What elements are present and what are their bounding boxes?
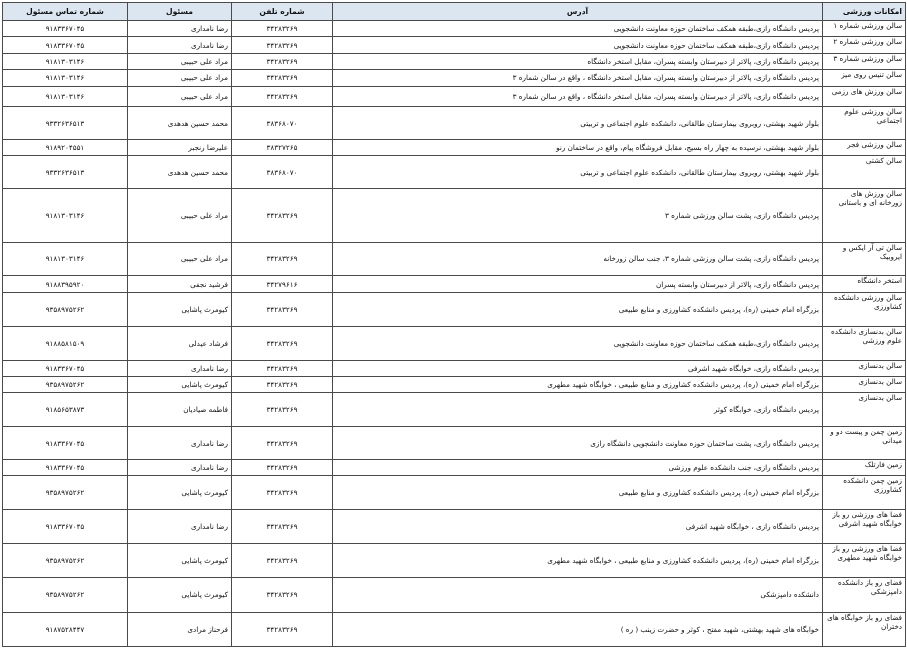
facility-cell: سالن تی آر ایکس و ایروبیک [823,242,906,276]
table-row [3,393,906,427]
manager-cell: کیومرث پاشایی [128,578,232,613]
manager-cell: رضا نامداری [128,427,232,460]
table-row [3,156,906,189]
address-cell: بلوار شهید بهشتی، روبروی بیمارستان طالقانی، دانشکده علوم اجتماعی و تربیتی [333,107,823,140]
facility-cell: زمین چمن و پیست دو و میدانی [823,427,906,460]
tel-cell: ۳۴۲۸۳۲۶۹ [232,242,333,276]
facility-cell: سالن ورزشی فجر [823,139,906,155]
tel-cell: ۳۴۲۸۳۲۶۹ [232,326,333,360]
address-cell: پردیس دانشگاه رازی، جنب دانشکده علوم ورزشی [333,460,823,476]
address-cell: بزرگراه امام خمینی (ره)، پردیس دانشکده کشاورزی و منابع طبیعی ، خوابگاه شهید مطهری [333,544,823,578]
facility-cell: فضا های ورزشی رو باز خوابگاه شهید اشرفی [823,510,906,544]
manager-cell: کیومرث پاشایی [128,292,232,326]
phone-cell: ۹۱۸۸۳۹۵۹۲۰ [3,276,128,292]
phone-cell: ۹۱۸۳۳۶۷۰۴۵ [3,427,128,460]
table-row [3,21,906,37]
address-cell: پردیس دانشگاه رازی، پالاتر از دبیرستان وابسته پسران [333,276,823,292]
manager-cell: فرشید نجفی [128,276,232,292]
facility-cell: سالن ورزشی شماره ۲ [823,37,906,53]
facility-cell: سالن ورزشی دانشکده کشاورزی [823,292,906,326]
table-row [3,510,906,544]
manager-cell: رضا نامداری [128,510,232,544]
tel-cell: ۳۴۲۸۳۲۶۹ [232,189,333,242]
table-row [3,612,906,646]
facility-cell: سالن ورزشی شماره ۱ [823,21,906,37]
phone-cell: ۹۳۳۲۶۳۶۵۱۳ [3,156,128,189]
phone-cell: ۹۱۸۱۳۰۳۱۴۶ [3,189,128,242]
facility-cell: سالن بدنسازی [823,393,906,427]
manager-cell: کیومرث پاشایی [128,544,232,578]
table-row [3,53,906,69]
table-row [3,107,906,140]
manager-cell: فرحناز مرادی [128,612,232,646]
table-row [3,460,906,476]
table-row [3,139,906,155]
phone-cell: ۹۱۸۹۲۰۴۵۵۱ [3,139,128,155]
header-row [3,3,906,21]
manager-cell: مراد علی حبیبی [128,86,232,107]
phone-cell: ۹۱۸۵۶۵۳۸۷۳ [3,393,128,427]
phone-cell: ۹۱۸۱۳۰۳۱۴۶ [3,86,128,107]
table-row [3,427,906,460]
header-facility: امکانات ورزشی [823,3,906,21]
facility-cell: فضای رو باز خوابگاه های دختران [823,612,906,646]
tel-cell: ۳۴۲۸۳۲۶۹ [232,578,333,613]
tel-cell: ۳۴۲۷۹۶۱۶ [232,276,333,292]
header-tel: شماره تلفن [232,3,333,21]
tel-cell: ۳۴۲۸۳۲۶۹ [232,292,333,326]
address-cell: پردیس دانشگاه رازی، پشت ساختمان حوزه معاونت دانشجویی دانشگاه رازی [333,427,823,460]
phone-cell: ۹۱۸۱۳۰۳۱۴۶ [3,53,128,69]
tel-cell: ۳۸۳۶۸۰۷۰ [232,156,333,189]
address-cell: پردیس دانشگاه رازی،طبقه همکف ساختمان حوزه معاونت دانشجویی [333,21,823,37]
address-cell: پردیس دانشگاه رازی، پشت سالن ورزشی شماره ۳، جنب سالن زورخانه [333,242,823,276]
table-row [3,242,906,276]
tel-cell: ۳۴۲۸۳۲۶۹ [232,612,333,646]
facility-cell: سالن بدنسازی دانشکده علوم ورزشی [823,326,906,360]
phone-cell: ۹۱۸۳۳۶۷۰۴۵ [3,460,128,476]
manager-cell: رضا نامداری [128,21,232,37]
table-row [3,360,906,376]
tel-cell: ۳۴۲۸۳۲۶۹ [232,544,333,578]
manager-cell: مراد علی حبیبی [128,242,232,276]
facility-cell: سالن کشتی [823,156,906,189]
address-cell: بلوار شهید بهشتی، روبروی بیمارستان طالقانی، دانشکده علوم اجتماعی و تربیتی [333,156,823,189]
table-row [3,37,906,53]
manager-cell: رضا نامداری [128,460,232,476]
manager-cell: محمد حسین هدهدی [128,107,232,140]
table-row [3,544,906,578]
manager-cell: فاطمه صیادیان [128,393,232,427]
tel-cell: ۳۴۲۸۳۲۶۹ [232,86,333,107]
header-phone: شماره تماس مسئول [3,3,128,21]
facility-cell: فضا های ورزشی رو باز خوابگاه شهید مطهری [823,544,906,578]
address-cell: خوابگاه های شهید بهشتی، شهید مفتح ، کوثر و حضرت زینب ( ره ) [333,612,823,646]
facility-cell: فضای رو باز دانشکده دامپزشکی [823,578,906,613]
address-cell: دانشکده دامپزشکی [333,578,823,613]
phone-cell: ۹۱۸۳۳۶۷۰۴۵ [3,360,128,376]
table-row [3,276,906,292]
facility-cell: سالن ورزش های رزمی [823,86,906,107]
manager-cell: مراد علی حبیبی [128,70,232,86]
phone-cell: ۹۱۸۳۳۶۷۰۴۵ [3,21,128,37]
address-cell: پردیس دانشگاه رازی، پشت سالن ورزشی شماره ۳ [333,189,823,242]
table-row [3,292,906,326]
tel-cell: ۳۴۲۸۳۲۶۹ [232,53,333,69]
phone-cell: ۹۱۸۱۳۰۳۱۴۶ [3,242,128,276]
phone-cell: ۹۳۵۸۹۷۵۲۶۲ [3,476,128,510]
address-cell: پردیس دانشگاه رازی،طبقه همکف ساختمان حوزه معاونت دانشجویی [333,326,823,360]
phone-cell: ۹۱۸۳۳۶۷۰۴۵ [3,510,128,544]
manager-cell: کیومرث پاشایی [128,476,232,510]
phone-cell: ۹۳۵۸۹۷۵۲۶۲ [3,544,128,578]
tel-cell: ۳۴۲۸۳۲۶۹ [232,21,333,37]
facility-cell: سالن بدنسازی [823,360,906,376]
phone-cell: ۹۳۵۸۹۷۵۲۶۲ [3,578,128,613]
phone-cell: ۹۳۳۲۶۳۶۵۱۳ [3,107,128,140]
manager-cell: رضا نامداری [128,360,232,376]
table-row [3,476,906,510]
tel-cell: ۳۸۳۶۸۰۷۰ [232,107,333,140]
phone-cell: ۹۱۸۳۳۶۷۰۴۵ [3,37,128,53]
phone-cell: ۹۳۵۸۹۷۵۲۶۲ [3,292,128,326]
manager-cell: رضا نامداری [128,37,232,53]
address-cell: بزرگراه امام خمینی (ره)، پردیس دانشکده کشاورزی و منابع طبیعی [333,476,823,510]
table-row [3,189,906,242]
tel-cell: ۳۴۲۸۳۲۶۹ [232,427,333,460]
sports-facilities-table [2,2,906,647]
tel-cell: ۳۸۳۲۷۲۶۵ [232,139,333,155]
facility-cell: استخر دانشگاه [823,276,906,292]
manager-cell: فرشاد عیدلی [128,326,232,360]
facility-cell: سالن ورزشی علوم اجتماعی [823,107,906,140]
manager-cell: مراد علی حبیبی [128,189,232,242]
facility-cell: زمین چمن دانشکده کشاورزی [823,476,906,510]
facility-cell: سالن بدنسازی [823,376,906,392]
address-cell: پردیس دانشگاه رازی،طبقه همکف ساختمان حوزه معاونت دانشجویی [333,37,823,53]
phone-cell: ۹۱۸۷۵۲۸۴۴۷ [3,612,128,646]
header-address: آدرس [333,3,823,21]
tel-cell: ۳۴۲۸۳۲۶۹ [232,70,333,86]
table-row [3,70,906,86]
address-cell: بزرگراه امام خمینی (ره)، پردیس دانشکده کشاورزی و منابع طبیعی [333,292,823,326]
table-row [3,578,906,613]
tel-cell: ۳۴۲۸۳۲۶۹ [232,360,333,376]
address-cell: بزرگراه امام خمینی (ره)، پردیس دانشکده کشاورزی و منابع طبیعی ، خوابگاه شهید مطهری [333,376,823,392]
address-cell: پردیس دانشگاه رازی، پالاتر از دبیرستان وابسته پسران، مقابل استخر دانشگاه ، واقع در سالن شماره ۳ [333,70,823,86]
address-cell: بلوار شهید بهشتی، نرسیده به چهار راه بسیج، مقابل فروشگاه پیام، واقع در ساختمان رنو [333,139,823,155]
phone-cell: ۹۱۸۱۳۰۳۱۴۶ [3,70,128,86]
facility-cell: سالن ورزشی شماره ۳ [823,53,906,69]
tel-cell: ۳۴۲۸۳۲۶۹ [232,393,333,427]
address-cell: پردیس دانشگاه رازی، خوابگاه شهید اشرفی [333,360,823,376]
address-cell: پردیس دانشگاه رازی، خوابگاه کوثر [333,393,823,427]
tel-cell: ۳۴۲۸۳۲۶۹ [232,510,333,544]
phone-cell: ۹۱۸۸۵۸۱۵۰۹ [3,326,128,360]
address-cell: پردیس دانشگاه رازی ، خوابگاه شهید اشرفی [333,510,823,544]
manager-cell: علیرضا رنجبر [128,139,232,155]
address-cell: پردیس دانشگاه رازی، پالاتر از دبیرستان وابسته پسران، مقابل استخر دانشگاه ، واقع در سالن شماره ۳ [333,86,823,107]
tel-cell: ۳۴۲۸۳۲۶۹ [232,376,333,392]
facility-cell: سالن ورزش های زورخانه ای و باستانی [823,189,906,242]
tel-cell: ۳۴۲۸۳۲۶۹ [232,476,333,510]
table-row [3,86,906,107]
table-row [3,376,906,392]
table-row [3,326,906,360]
address-cell: پردیس دانشگاه رازی، پالاتر از دبیرستان وابسته پسران، مقابل استخر دانشگاه [333,53,823,69]
tel-cell: ۳۴۲۸۳۲۶۹ [232,460,333,476]
manager-cell: محمد حسین هدهدی [128,156,232,189]
manager-cell: مراد علی حبیبی [128,53,232,69]
header-manager: مسئول [128,3,232,21]
tel-cell: ۳۴۲۸۳۲۶۹ [232,37,333,53]
facility-cell: زمین فارتلک [823,460,906,476]
phone-cell: ۹۳۵۸۹۷۵۲۶۲ [3,376,128,392]
facility-cell: سالن تنیس روی میز [823,70,906,86]
manager-cell: کیومرث پاشایی [128,376,232,392]
